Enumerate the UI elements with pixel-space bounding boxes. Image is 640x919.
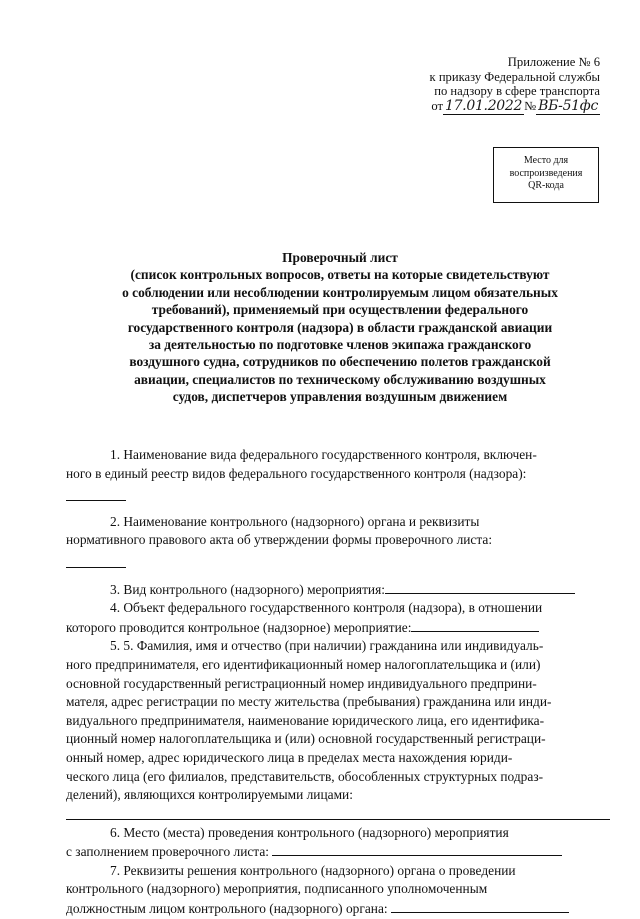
document-body [66,446,610,919]
item-5-line: ческого лица (его филиалов, представительств, обособленных структурных подраз- [66,768,544,784]
item-7-line2: контрольного (надзорного) мероприятия, подписанного уполномоченным [66,881,488,897]
item-6-blank-field[interactable] [272,842,562,856]
appendix-agency: по надзору в сфере транспорта [434,84,600,99]
item-5-line: делений), являющихся контролируемыми лицами: [66,787,353,803]
qr-label-line3: QR-кода [528,180,564,191]
item-2-line2: нормативного правового акта об утверждении формы проверочного листа: [66,532,493,548]
document-title [70,249,610,406]
item-3 [66,580,610,600]
appendix-header [410,55,600,113]
from-prefix: от [431,98,443,113]
item-1-blank-field[interactable] [66,487,126,501]
item-5-line: ционный номер налогоплательщика и (или) основной государственный регистраци- [66,731,546,747]
item-5-line: мателя, адрес регистрации по месту жительства (пребывания) гражданина или инди- [66,694,552,710]
item-6-line1: 6. Место (места) проведения контрольного (надзорного) мероприятия [110,824,509,840]
item-4-line1: 4. Объект федерального государственного контроля (надзора), в отношении [110,600,543,616]
item-7 [66,862,610,919]
item-5-line: видуального предпринимателя, наименование юридического лица, его идентифика- [66,712,545,728]
title-line: государственного контроля (надзора) в области гражданской авиации [127,319,553,335]
handwritten-number: ВБ-51фс [538,97,598,114]
title-line: воздушного судна, сотрудников по обеспечению полетов гражданской [129,354,551,370]
item-4-text: которого проводится контрольное (надзорное) мероприятие: [66,619,412,635]
item-3-line [66,580,610,600]
item-2-blank-field[interactable] [66,554,126,568]
item-5 [66,637,610,819]
item-5-line: 5. 5. Фамилия, имя и отчество (при наличии) гражданина или индивидуаль- [110,638,544,654]
item-6-line2 [66,842,610,862]
item-2-line1: 2. Наименование контрольного (надзорного) органа и реквизиты [110,513,480,529]
item-5-line: онный номер, адрес юридического лица в пределах места нахождения юриди- [66,749,513,765]
title-line: авиации, специалистов по техническому обслуживанию воздушных [134,371,546,387]
item-6 [66,824,610,862]
item-3-text: 3. Вид контрольного (надзорного) мероприятия: [110,581,385,597]
item-7-line3 [66,899,610,919]
item-4 [66,599,610,637]
title-line: судов, диспетчеров управления воздушным движением [172,389,508,405]
handwritten-date: 17.01.2022 [444,97,523,114]
qr-code-placeholder [493,147,599,203]
item-5-blank-field[interactable] [66,805,610,820]
item-7-text: должностным лицом контрольного (надзорного) органа: [66,901,388,917]
title-line: требований), применяемый при осуществлении федерального [151,302,529,318]
item-7-blank-field[interactable] [391,899,569,913]
item-4-line2 [66,618,610,638]
number-sign: № [524,98,537,113]
item-1-line2: ного в единый реестр видов федерального государственного контроля (надзора): [66,465,527,481]
appendix-number: Приложение № 6 [507,55,600,69]
item-1 [66,446,610,507]
item-5-line: ного предпринимателя, его идентификационный номер налогоплательщика и (или) [66,656,541,672]
title-line: о соблюдении или несоблюдении контролируемым лицом обязательных [122,284,558,300]
item-5-line: основной государственный регистрационный номер индивидуального предприни- [66,675,537,691]
item-3-blank-field[interactable] [385,580,575,594]
item-4-blank-field[interactable] [411,618,539,632]
title-line: за деятельностью по подготовке членов экипажа гражданского [148,337,532,353]
qr-label-line1: Место для [523,155,569,166]
item-2 [66,513,610,574]
appendix-order-ref: к приказу Федеральной службы [429,69,600,84]
item-7-line1: 7. Реквизиты решения контрольного (надзорного) органа о проведении [110,862,516,878]
title-heading: Проверочный лист [282,250,398,265]
item-6-text: с заполнением проверочного листа: [66,844,269,860]
appendix-date-line [410,99,600,114]
title-line: (список контрольных вопросов, ответы на которые свидетельствуют [130,267,550,283]
qr-label-line2: воспроизведения [509,167,583,179]
item-1-line1: 1. Наименование вида федерального государственного контроля, включен- [110,447,537,462]
